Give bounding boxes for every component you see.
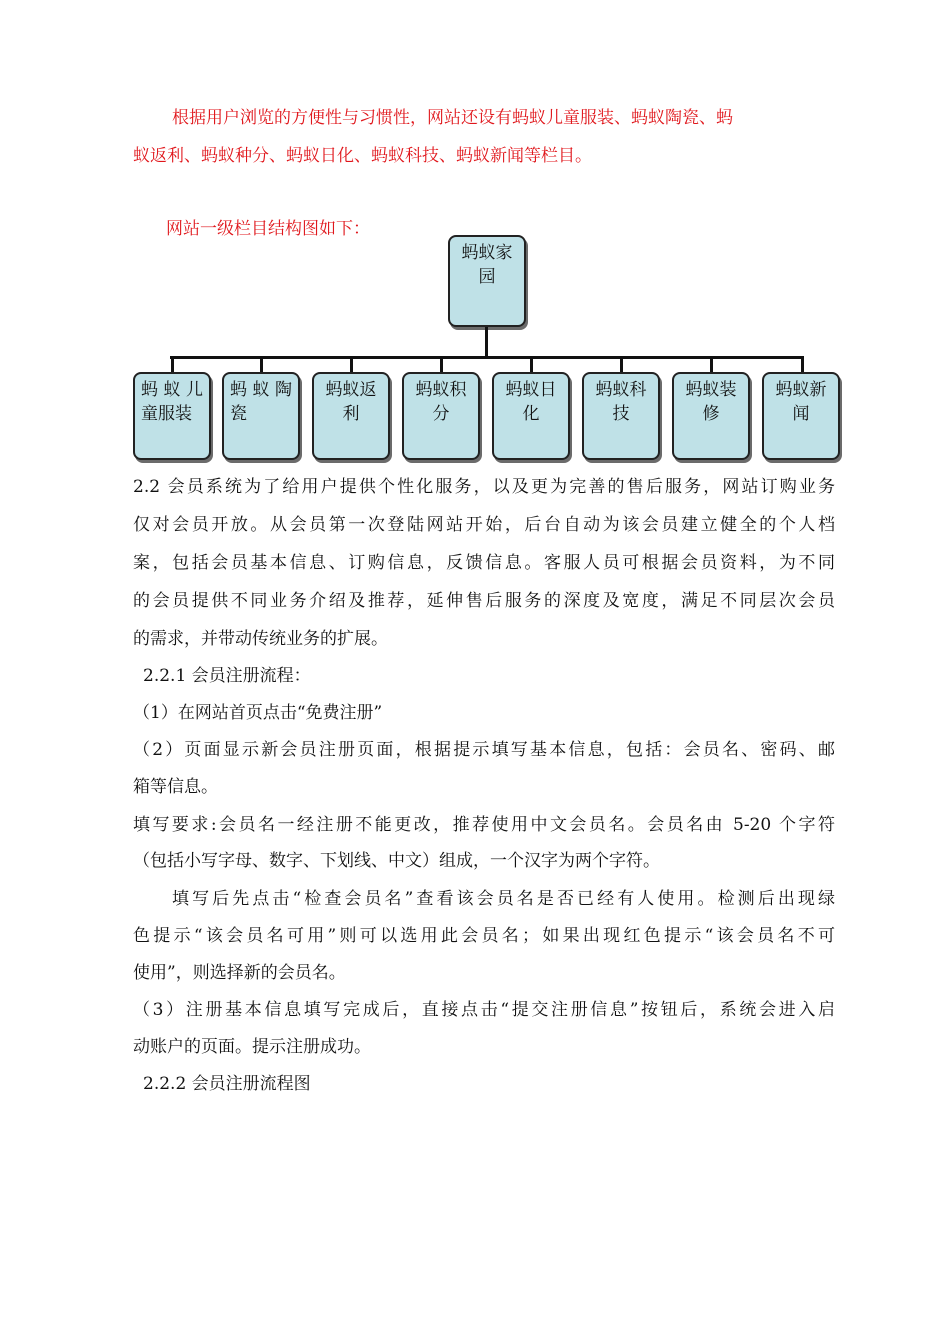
node-label: 闻 — [792, 404, 810, 424]
node-label: 瓷 — [230, 404, 247, 424]
node-label: 蚂蚁日 — [505, 380, 557, 400]
node-label: 蚂蚁新 — [775, 380, 827, 400]
body-paragraph-line: 仅对会员开放。从会员第一次登陆网站开始，后台自动为该会员建立健全的个人档 — [133, 515, 835, 535]
step-3-line-1: （3）注册基本信息填写完成后，直接点击“提交注册信息”按钮后，系统会进入启 — [133, 1000, 835, 1020]
diagram-node-daily-chemicals — [492, 372, 570, 460]
intro-line-2: 蚁返利、蚂蚁种分、蚂蚁日化、蚂蚁科技、蚂蚁新闻等栏目。 — [133, 146, 592, 166]
check-line-1: 填写后先点击“检查会员名”查看该会员名是否已经有人使用。检测后出现绿 — [172, 889, 835, 909]
connector-drop — [801, 356, 804, 373]
step-2-line-2: 箱等信息。 — [133, 777, 218, 797]
connector-drop — [440, 356, 443, 373]
connector-drop — [620, 356, 623, 373]
body-paragraph-line: 2.2 会员系统为了给用户提供个性化服务，以及更为完善的售后服务，网站订购业务 — [133, 477, 835, 497]
node-label: 蚂 蚁 儿 — [141, 380, 203, 400]
section-heading-2-2-2: 2.2.2 会员注册流程图 — [143, 1074, 311, 1094]
node-label: 蚂蚁返 — [325, 380, 377, 400]
connector-drop — [530, 356, 533, 373]
requirements-line-2: （包括小写字母、数字、下划线、中文）组成，一个汉字为两个字符。 — [133, 851, 660, 871]
step-3-line-2: 动账户的页面。提示注册成功。 — [133, 1037, 371, 1057]
node-label: 利 — [342, 404, 360, 424]
node-label: 蚂 蚁 陶 — [230, 380, 292, 400]
diagram-node-rebate — [312, 372, 390, 460]
body-paragraph-line: 的会员提供不同业务介绍及推荐，延伸售后服务的深度及宽度，满足不同层次会员 — [133, 591, 835, 611]
node-label: 蚂蚁装 — [685, 380, 737, 400]
connector-drop — [350, 356, 353, 373]
diagram-node-technology — [582, 372, 660, 460]
diagram-node-news — [762, 372, 840, 460]
diagram-node-decoration — [672, 372, 750, 460]
body-paragraph-line: 案，包括会员基本信息、订购信息，反馈信息。客服人员可根据会员资料，为不同 — [133, 553, 835, 573]
diagram-node-points — [402, 372, 480, 460]
diagram-root-node — [448, 235, 526, 327]
step-1: （1）在网站首页点击“免费注册” — [133, 703, 383, 723]
node-label: 园 — [478, 267, 496, 287]
diagram-caption: 网站一级栏目结构图如下： — [166, 219, 370, 239]
node-label: 童服装 — [141, 404, 192, 424]
node-label: 技 — [612, 404, 630, 424]
connector-drop — [260, 356, 263, 373]
diagram-node-ceramics — [222, 372, 300, 460]
node-label: 分 — [432, 404, 450, 424]
node-label: 蚂蚁家 — [461, 243, 513, 263]
section-heading-2-2-1: 2.2.1 会员注册流程： — [143, 666, 311, 686]
intro-line-1: 根据用户浏览的方便性与习惯性，网站还设有蚂蚁儿童服装、蚂蚁陶瓷、蚂 — [172, 108, 733, 128]
requirements-line-1: 填写要求:会员名一经注册不能更改，推荐使用中文会员名。会员名由 5-20 个字符 — [133, 815, 835, 835]
node-label: 修 — [702, 404, 720, 424]
step-2-line-1: （2）页面显示新会员注册页面，根据提示填写基本信息，包括：会员名、密码、邮 — [133, 740, 835, 760]
connector-drop — [171, 356, 174, 373]
connector-trunk — [485, 327, 488, 358]
connector-drop — [710, 356, 713, 373]
node-label: 化 — [522, 404, 540, 424]
check-line-2: 色提示“该会员名可用”则可以选用此会员名；如果出现红色提示“该会员名不可 — [133, 926, 835, 946]
diagram-node-children-clothing — [133, 372, 211, 460]
node-label: 蚂蚁科 — [595, 380, 647, 400]
node-label: 蚂蚁积 — [415, 380, 467, 400]
body-paragraph-line: 的需求，并带动传统业务的扩展。 — [133, 629, 388, 649]
check-line-3: 使用”，则选择新的会员名。 — [133, 963, 346, 983]
connector-bus — [170, 356, 804, 359]
